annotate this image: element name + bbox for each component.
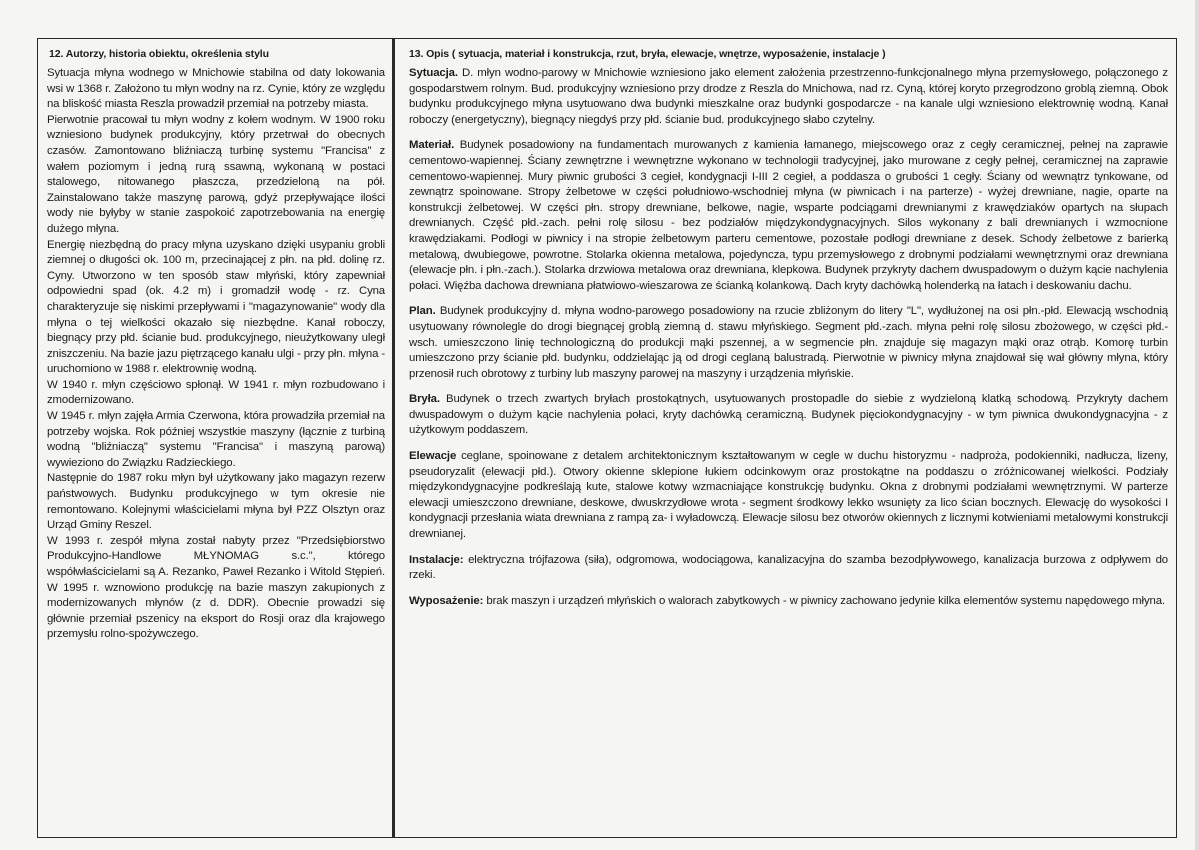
equipment-text: brak maszyn i urządzeń młyńskich o walorach zabytkowych - w piwnicy zachowano jedynie kilka elementów systemu napędowego młyna. (483, 594, 1165, 607)
plan-text: Budynek produkcyjny d. młyna wodno-parowego posadowiony na rzucie zbliżonym do litery "L", wydłużonej na osi płn.-płd. Elewacją wschodnią usytuowany równolegle do drogi biegnącej groblą ziemną d. stawu młyńskiego. Segment płd.-zach. młyna pełni rolę silosu zbożowego, w części płd.-wsch. umieszczono linię technologiczną do produkcji mąki pszennej, a w segmencie płn. znajduje się magazyn mąki oraz otrąb. Komorę turbin umieszczono przy ścianie płd. budynku, oddzielając ją od drogi ceglaną balustradą. Pierwotnie w piwnicy młyna znajdował się wał główny młyna, który przenosił ruch obrotowy z turbiny lub maszyny parowej na maszyny i urządzenia młyńskie. (409, 305, 1168, 380)
elevations-label: Elewacje (409, 450, 457, 463)
material-label: Materiał. (409, 139, 455, 152)
history-paragraph: Następnie do 1987 roku młyn był użytkowany jako magazyn rezerw państwowych. Budynku produkcyjnego w tym okresie nie remontowano. Kolejnymi właścicielami młyna był PZZ Olsztyn oraz Urząd Gminy Reszel. (47, 472, 385, 532)
description-heading: 13. Opis ( sytuacja, materiał i konstrukcja, rzut, bryła, elewacje, wnętrze, wyposażenie, instalacje ) (409, 48, 886, 60)
history-text (47, 66, 385, 643)
equipment-paragraph (409, 594, 1168, 610)
scan-edge (1195, 0, 1199, 850)
situation-paragraph (409, 66, 1168, 128)
plan-label: Plan. (409, 305, 436, 318)
material-paragraph (409, 138, 1168, 294)
situation-label: Sytuacja. (409, 67, 458, 79)
massing-label: Bryła. (409, 393, 440, 406)
history-paragraph: Pierwotnie pracował tu młyn wodny z kołem wodnym. W 1900 roku wzniesiono budynek produkcyjny, który przetrwał do obecnych czasów. Zamontowano bliźniaczą turbinę systemu "Francisa" z wałem poziomym i jedną rurą ssawną, wykonaną w postaci stalowego, nitowanego płaszcza, przedzieloną na pół. Zainstalowano także maszynę parową, gdyż przepływające ilości wody nie byłyby w stanie zaspokoić zapotrzebowania na energię dużego młyna. (47, 113, 385, 235)
description-column (409, 48, 1168, 833)
history-paragraph: Energię niezbędną do pracy młyna uzyskano dzięki usypaniu grobli ziemnej o długości ok. 100 m, przecinającej z płn. na płd. dolinę rz. Cyny. Utworzono w ten sposób staw młyński, który zapewniał odpowiedni spad (ok. 4.2 m) i gromadził wodę - rz. Cyna charakteryzuje się niskimi przepływami i "magazynowanie" wody dla młyna o tej wielkości okazało się niezbędne. Kanał roboczy, biegnący przy płd. ścianie bud. produkcyjnego, nieużytkowany uległ zniszczeniu. Na bazie jazu piętrzącego kanału ulgi - przy płn. młyna - uruchomiono w 1988 r. elektrownię wodną. (47, 238, 385, 376)
history-paragraph: Sytuacja młyna wodnego w Mnichowie stabilna od daty lokowania wsi w 1368 r. Założono tu młyn wodny na rz. Cynie, który ze względu na bliskość miasta Reszla prowadził przemiał na potrzeby miasta. (47, 67, 385, 111)
history-paragraph: W 1940 r. młyn częściowo spłonął. W 1941 r. młyn rozbudowano i zmodernizowano. (47, 378, 385, 407)
history-paragraph: W 1945 r. młyn zajęła Armia Czerwona, która prowadziła przemiał na potrzeby wojska. Rok później wszystkie maszyny (łącznie z turbiną wodną "bliźniaczą" systemu "Francisa" i maszyną parową) wywieziono do Związku Radzieckiego. (47, 410, 385, 469)
elevations-paragraph (409, 449, 1168, 543)
equipment-label: Wyposażenie: (409, 594, 484, 607)
installations-paragraph (409, 553, 1168, 584)
installations-label: Instalacje: (409, 553, 464, 566)
history-column (47, 48, 385, 833)
elevations-text: ceglane, spoinowane z detalem architektonicznym kształtowanym w cegle w duchu historyzmu - nadproża, podokienniki, nadłucza, lizeny, pseudoryzalit (elewacji płd.). Otwory okienne sklepione łukiem odcinkowym oraz prostokątne na poddaszu o zróżnicowanej wielkości. Podziały międzykondygnacyjne podkreślają kute, stalowe kotwy wzmacniające konstrukcję budynku. Okna z drobnymi podziałami wewnętrznymi. W parterze elewacji umieszczono drewniane, deskowe, dwuskrzydłowe wrota - segment środkowy lekko wsunięty za lico ścian bocznych. Elewację do wysokości I kondygnacji przesłania wiata drewniana z rampą za- i wyładowczą. Elewacje silosu bez otworów okiennych z licznymi kotwieniami metalowymi konstrukcji drewnianej. (409, 450, 1168, 541)
situation-text: D. młyn wodno-parowy w Mnichowie wzniesiono jako element założenia przestrzenno-funkcjonalnego młyna przemysłowego, połączonego z gospodarstwem rolnym. Bud. produkcyjny wzniesiono przy drodze z Reszla do Mnichowa, nad rz. Cyną, której koryto przegrodzono groblą ziemną. Obok budynku produkcyjnego młyna usytuowano dwa budynki mieszkalne oraz budynki gospodarcze - na kanale ulgi wzniesiono elektrownię wodną. Kanał roboczy (energetyczny), biegnący niegdyś przy płd. ścianie bud. produkcyjnego słabo czytelny. (409, 67, 1168, 126)
installations-text: elektryczna trójfazowa (siła), odgromowa, wodociągowa, kanalizacyjna do szamba bezodpływowego, kanalizacja burzowa z odpływem do rzeki. (409, 553, 1168, 582)
plan-paragraph (409, 304, 1168, 382)
history-heading: 12. Autorzy, historia obiektu, określenia stylu (49, 48, 269, 60)
material-text: Budynek posadowiony na fundamentach murowanych z kamienia łamanego, miejscowego oraz z cegły ceramicznej, pełnej na zaprawie cementowo-wapiennej. Ściany zewnętrzne i wewnętrzne wykonano w technologii tradycyjnej, jako murowane z cegły pełnej, ceramicznej na zaprawie cementowo-wapiennej. Mury piwnic grubości 3 cegieł, kondygnacji I-III 2 cegieł, a poddasza o grubości 1 cegły. Ściany od wewnątrz tynkowane, od zewnątrz spoinowane. Stropy żelbetowe w części południowo-wschodniej młyna (w piwnicach i na parterze) - wyżej drewniane, nagie, oparte na konstrukcji żelbetowej. W części płn. stropy drewniane, belkowe, nagie, wsparte podciągami drewnianymi z krawędziaków opartych na słupach drewnianych. Część płd.-zach. pełni rolę silosu - bez podziałów międzykondygnacyjnych. Silos wykonany z bali drewnianych i wzmocnione krawędziakami. Podłogi w piwnicy i na stropie żelbetowym parteru cementowe, pozostałe podłogi drewniane z desek. Schody żelbetowe z barierką metalową, dwubiegowe, powrotne. Stolarka okienna metalowa, pojedyncza, typu przemysłowego z drobnymi podziałami wewnętrznymi oraz drewniana (elewacje płn. i płn.-zach.). Stolarka drzwiowa metalowa oraz drewniana, klepkowa. Budynek przykryty dachem dwuspadowym o dużym kącie nachylenia połaci. Więźba dachowa drewniana płatwiowo-wieszarowa ze ścianką kolankową. Dach kryty dachówką holenderką na łatach i deskowaniu dachu. (409, 139, 1168, 292)
column-divider (392, 38, 395, 838)
history-paragraph: W 1993 r. zespół młyna został nabyty przez "Przedsiębiorstwo Produkcyjno-Handlowe MŁYNOMAG s.c.", którego współwłaścicielami są A. Rezanko, Paweł Rezanko i Witold Stępień. W 1995 r. wznowiono produkcję na bazie maszyn zakupionych z modernizowanych młynów (z d. DDR). Obecnie prowadzi się głównie przemiał pszenicy na eksport do Rosji oraz dla krajowego przemysłu rolno-spożywczego. (47, 534, 385, 641)
description-text (409, 66, 1168, 609)
massing-text: Budynek o trzech zwartych bryłach prostokątnych, usytuowanych prostopadle do siebie z wydzieloną klatką schodową. Przykryty dachem dwuspadowym o dużym kącie nachylenia połaci, kryty dachówką ceramiczną. Budynek pięciokondygnacyjny - w tym piwnica dwukondygnacyjna - z użytkowym poddaszem. (409, 393, 1168, 437)
massing-paragraph (409, 392, 1168, 439)
